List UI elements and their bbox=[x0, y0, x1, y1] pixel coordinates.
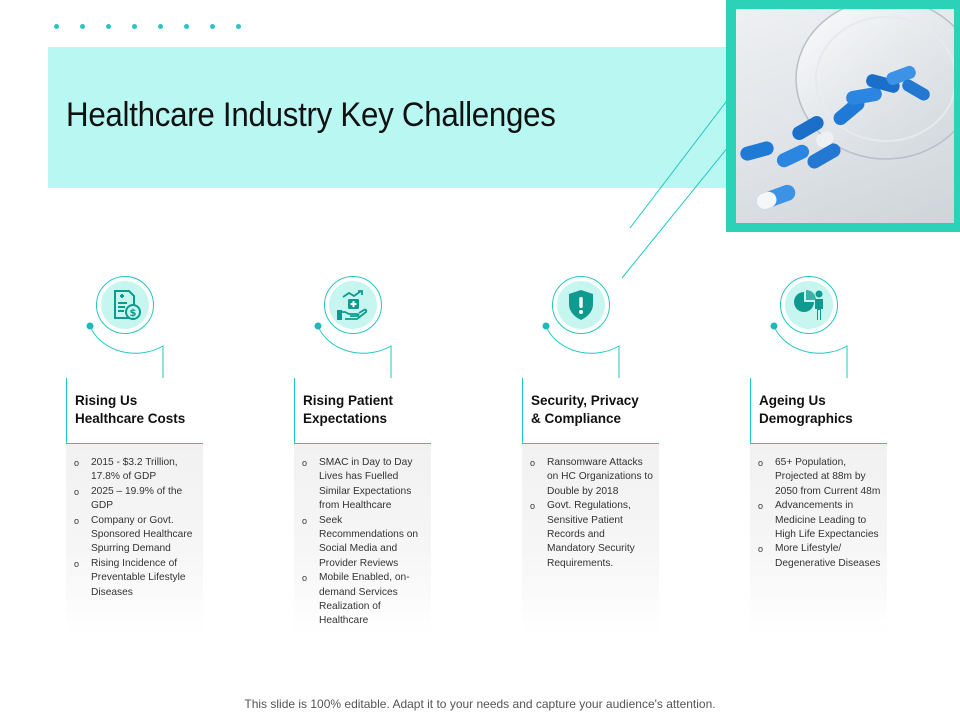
bullet-item: o Ransomware Attacks on HC Organizations to Double by 2018 bbox=[530, 456, 655, 499]
challenge-card-security bbox=[522, 276, 712, 646]
person-pie-chart-icon bbox=[791, 288, 827, 322]
card-body bbox=[66, 444, 203, 636]
card-header bbox=[750, 378, 887, 444]
bullet-item: o More Lifestyle/ Degenerative Diseases bbox=[758, 542, 883, 571]
hand-medical-growth-icon bbox=[335, 288, 371, 322]
slide-title: Healthcare Industry Key Challenges bbox=[66, 96, 556, 134]
shield-alert-icon bbox=[566, 288, 596, 322]
challenge-card-expectations bbox=[294, 276, 484, 646]
card-title: Rising Patient Expectations bbox=[303, 393, 394, 426]
connector-line bbox=[294, 276, 484, 386]
card-title: Ageing Us Demographics bbox=[759, 393, 853, 426]
bullet-list bbox=[66, 444, 203, 600]
connector-line bbox=[522, 276, 712, 386]
card-title: Rising Us Healthcare Costs bbox=[75, 393, 186, 426]
icon-badge bbox=[96, 276, 154, 334]
card-header bbox=[522, 378, 659, 444]
bullet-list bbox=[294, 444, 431, 629]
footer-note: This slide is 100% editable. Adapt it to your needs and capture your audience's attention. bbox=[244, 697, 716, 711]
bullet-item: o Rising Incidence of Preventable Lifestyle Diseases bbox=[74, 557, 199, 600]
card-body bbox=[294, 444, 431, 636]
medical-bill-dollar-icon bbox=[108, 288, 142, 322]
card-header bbox=[66, 378, 203, 444]
bullet-item: o 65+ Population, Projected at 88m by 2050 from Current 48m bbox=[758, 456, 883, 499]
connector-line bbox=[66, 276, 256, 386]
card-header bbox=[294, 378, 431, 444]
challenge-card-costs bbox=[66, 276, 256, 646]
connector-line bbox=[750, 276, 940, 386]
pills-photo bbox=[736, 9, 954, 223]
card-title: Security, Privacy & Compliance bbox=[531, 393, 639, 426]
svg-text:$: $ bbox=[129, 308, 137, 319]
card-body bbox=[750, 444, 887, 636]
challenge-card-demographics bbox=[750, 276, 940, 646]
bullet-list bbox=[750, 444, 887, 571]
bullet-item: o Seek Recommendations on Social Media and Provider Reviews bbox=[302, 514, 427, 572]
icon-badge bbox=[324, 276, 382, 334]
bullet-item: o Company or Govt. Sponsored Healthcare Spurring Demand bbox=[74, 514, 199, 557]
bullet-item: o 2025 – 19.9% of the GDP bbox=[74, 485, 199, 514]
bullet-item: o Advancements in Medicine Leading to High Life Expectancies bbox=[758, 499, 883, 542]
bullet-item: o 2015 - $3.2 Trillion, 17.8% of GDP bbox=[74, 456, 199, 485]
card-body bbox=[522, 444, 659, 636]
bullet-list bbox=[522, 444, 659, 571]
icon-badge bbox=[780, 276, 838, 334]
icon-badge bbox=[552, 276, 610, 334]
bullet-item: o Mobile Enabled, on-demand Services Realization of Healthcare bbox=[302, 571, 427, 629]
bullet-item: o SMAC in Day to Day Lives has Fuelled Similar Expectations from Healthcare bbox=[302, 456, 427, 514]
bullet-item: o Govt. Regulations, Sensitive Patient Records and Mandatory Security Requirements. bbox=[530, 499, 655, 571]
